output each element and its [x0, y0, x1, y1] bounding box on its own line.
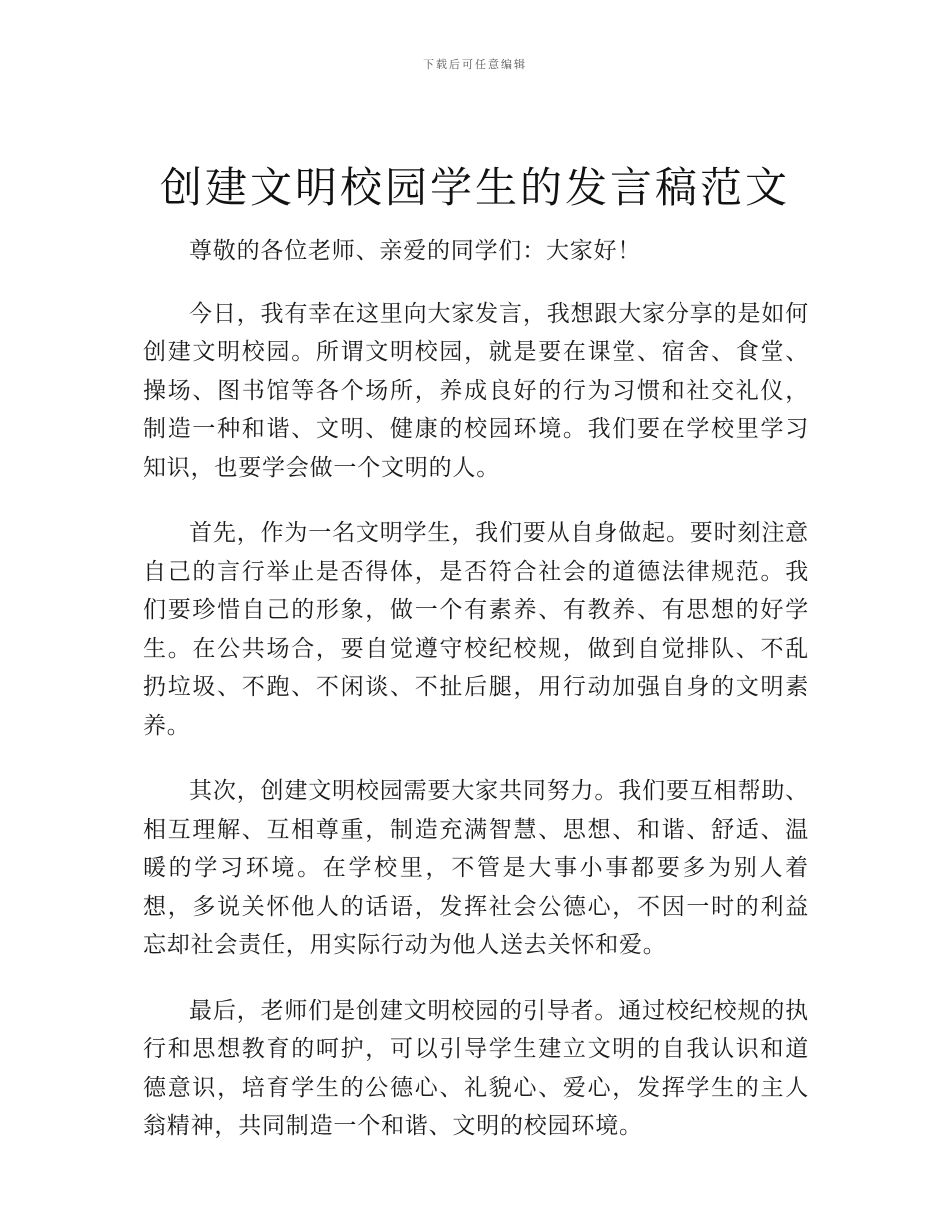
document-body: [143, 232, 809, 1173]
body-paragraph-3: 其次，创建文明校园需要大家共同努力。我们要互相帮助、相互理解、互相尊重，制造充满智慧、思想、和谐、舒适、温暖的学习环境。在学校里，不管是大事小事都要多为别人着想，多说关怀他人的话语，发挥社会公德心，不因一时的利益忘却社会责任，用实际行动为他人送去关怀和爱。: [143, 778, 809, 958]
greeting-paragraph: 尊敬的各位老师、亲爱的同学们：大家好！: [189, 238, 642, 264]
body-paragraph-1: 今日，我有幸在这里向大家发言，我想跟大家分享的是如何创建文明校园。所谓文明校园，就是要在课堂、宿舍、食堂、操场、图书馆等各个场所，养成良好的行为习惯和社交礼仪，制造一种和谐、文明、健康的校园环境。我们要在学校里学习知识，也要学会做一个文明的人。: [143, 300, 809, 481]
page-header-note: 下载后可任意编辑: [423, 58, 527, 71]
body-paragraph-4: 最后，老师们是创建文明校园的引导者。通过校纪校规的执行和思想教育的呵护，可以引导学生建立文明的自我认识和道德意识，培育学生的公德心、礼貌心、爱心，发挥学生的主人翁精神，共同制造一个和谐、文明的校园环境。: [143, 997, 809, 1139]
body-paragraph-2: 首先，作为一名文明学生，我们要从自身做起。要时刻注意自己的言行举止是否得体，是否符合社会的道德法律规范。我们要珍惜自己的形象，做一个有素养、有教养、有思想的好学生。在公共场合，要自觉遵守校纪校规，做到自觉排队、不乱扔垃圾、不跑、不闲谈、不扯后腿，用行动加强自身的文明素养。: [143, 520, 809, 739]
document-title: 创建文明校园学生的发言稿范文: [159, 163, 790, 212]
